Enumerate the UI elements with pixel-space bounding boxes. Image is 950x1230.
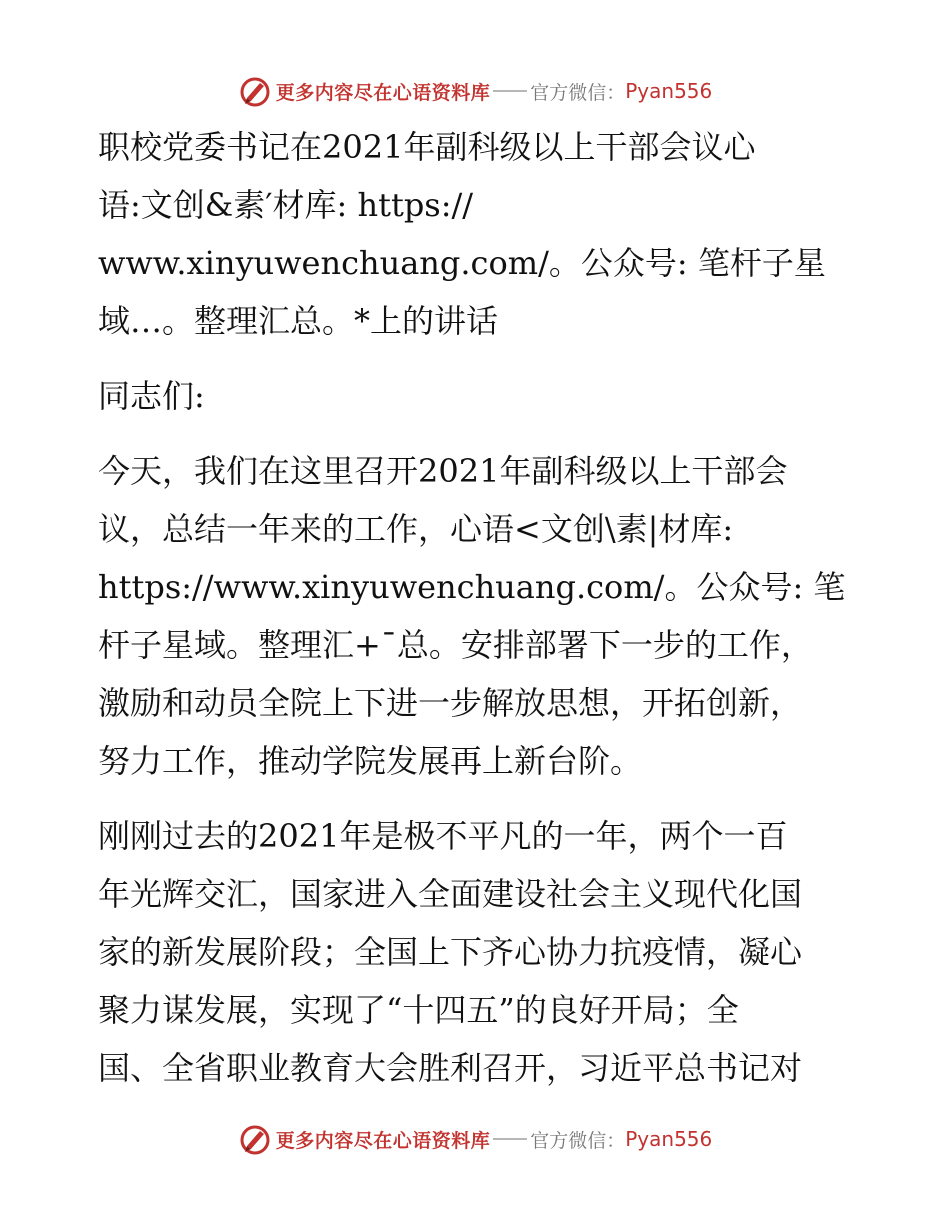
brush-logo-icon [238,74,272,108]
wechat-id: Pyan556 [625,79,713,103]
paragraph-line: 家的新发展阶段；全国上下齐心协力抗疫情，凝心 [98,933,803,971]
paragraph-line: 刚刚过去的2021年是极不平凡的一年，两个一百 [98,817,788,855]
official-wechat-label: 官方微信： [530,81,626,104]
paragraph-line: 聚力谋发展，实现了“十四五”的良好开局；全 [98,991,739,1029]
paragraph-line: 努力工作，推动学院发展再上新台阶。 [98,742,643,780]
paragraph-line: 激励和动员全院上下进一步解放思想，开拓创新， [98,684,803,722]
banner-divider [493,90,527,92]
salutation: 同志们: [98,377,205,415]
paragraph-line: 议，总结一年来的工作，心语<文创\素|材库: [98,510,734,548]
top-watermark-banner [0,69,950,113]
title-line: 语:文创&素′材库: https:// [98,186,474,224]
paragraph-2 [98,807,858,1097]
document-title [98,118,858,350]
paragraph-1 [98,442,858,790]
brush-logo-icon [238,1122,272,1156]
title-line: 域…。整理汇总。*上的讲话 [98,302,499,340]
paragraph-line: 国、全省职业教育大会胜利召开，习近平总书记对 [98,1049,803,1087]
official-wechat-label: 官方微信： [530,1129,626,1152]
title-line: 职校党委书记在2021年副科级以上干部会议心 [98,128,756,166]
banner-divider [493,1138,527,1140]
brand-text: 更多内容尽在心语资料库 [275,81,491,104]
paragraph-line: 今天，我们在这里召开2021年副科级以上干部会 [98,452,788,490]
title-line: www.xinyuwenchuang.com/。公众号: 笔杆子星 [98,244,826,282]
document-body [98,118,858,1097]
brand-text: 更多内容尽在心语资料库 [275,1129,491,1152]
paragraph-line: https://www.xinyuwenchuang.com/。公众号: 笔 [98,568,846,606]
paragraph-line: 杆子星域。整理汇+¯总。安排部署下一步的工作， [98,626,813,664]
paragraph-line: 年光辉交汇，国家进入全面建设社会主义现代化国 [98,875,803,913]
bottom-watermark-banner [0,1117,950,1161]
wechat-id: Pyan556 [625,1127,713,1151]
